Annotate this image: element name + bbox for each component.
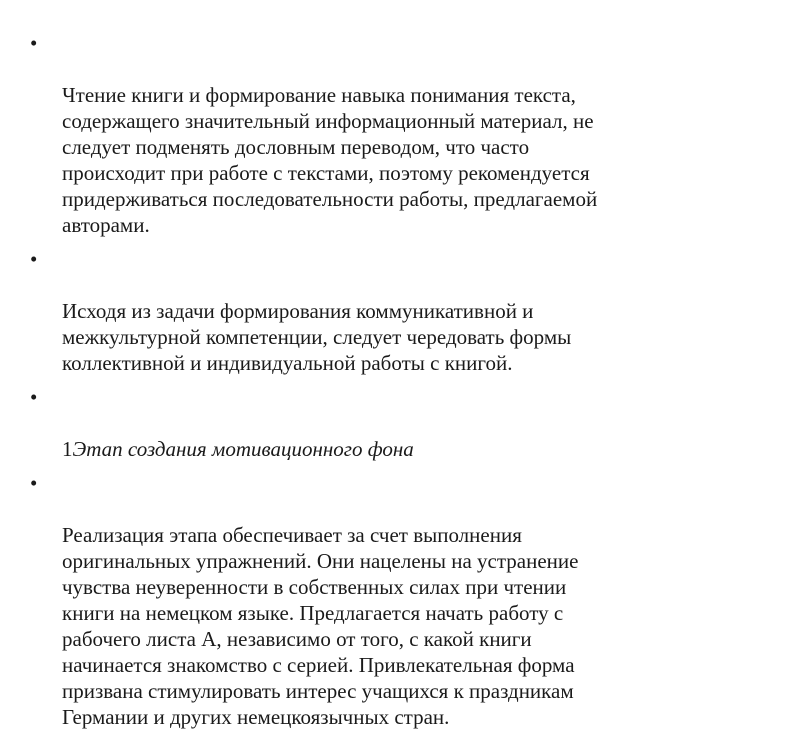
bullet-item-competence <box>24 246 744 376</box>
bullet-text: Исходя из задачи формирования коммуникативной и межкультурной компетенции, следует чередовать формы коллективной и индивидуальной работы с книгой. <box>62 299 572 375</box>
bullet-icon: • <box>30 385 38 409</box>
stage-title: Этап создания мотивационного фона <box>72 437 414 461</box>
bullet-item-stage-title <box>24 384 744 462</box>
bullet-text: Чтение книги и формирование навыка понимания текста, содержащего значительный информационный материал, не следует подменять дословным переводом, что часто происходит при работе с текстами, поэтому рекомендуется придерживаться последовательности работы, предлагаемой авторами. <box>62 83 598 237</box>
bullet-text: Реализация этапа обеспечивает за счет выполнения оригинальных упражнений. Они нацелены на устранение чувства неуверенности в собственных силах при чтении книги на немецком языке. Предлагается начать работу с рабочего листа А, независимо от того, с какой книги начинается знакомство с серией. Привлекательная форма призвана стимулировать интерес учащихся к праздникам Германии и других немецкоязычных стран. <box>62 523 579 729</box>
bullet-icon: • <box>30 247 38 271</box>
bullet-icon: • <box>30 31 38 55</box>
stage-number: 1 <box>62 437 73 461</box>
bullet-list <box>24 30 744 738</box>
bullet-icon: • <box>30 471 38 495</box>
bullet-item-realization <box>24 470 744 730</box>
bullet-item-reading <box>24 30 744 238</box>
